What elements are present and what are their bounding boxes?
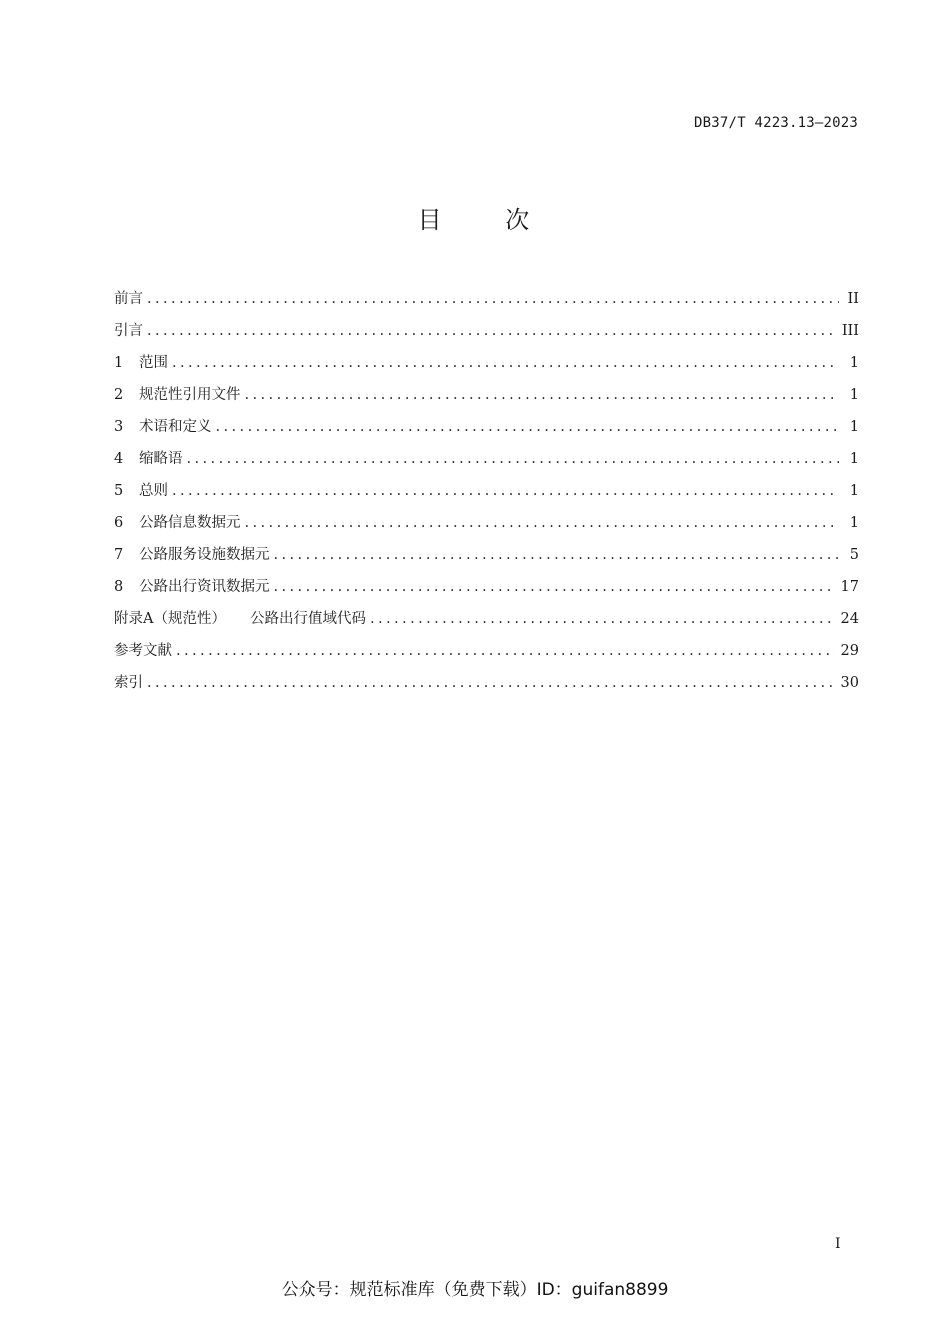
toc-entry-label: 前言	[114, 291, 143, 307]
toc-entry-appendix-a[interactable]	[114, 607, 859, 639]
toc-entry-bibliography[interactable]	[114, 639, 859, 671]
toc-entry-foreword[interactable]	[114, 287, 859, 319]
toc-entry-page: 1	[849, 419, 859, 435]
toc-title: 目 次	[417, 206, 558, 234]
toc-entry-label: 术语和定义	[139, 419, 212, 435]
toc-entry-page: III	[841, 323, 859, 339]
toc-entry-page: 30	[840, 675, 859, 691]
page-number: I	[835, 1236, 841, 1252]
toc-entry-travel-info-data-elements[interactable]	[114, 575, 859, 607]
toc-entry-normative-references[interactable]	[114, 383, 859, 415]
toc-entry-scope[interactable]	[114, 351, 859, 383]
toc-entry-number: 7	[114, 547, 124, 563]
appendix-title: 公路出行值域代码	[249, 611, 366, 627]
toc-leader-dots	[245, 511, 840, 535]
toc-entry-service-facility-data-elements[interactable]	[114, 543, 859, 575]
toc-entry-label: 缩略语	[139, 451, 183, 467]
toc-leader-dots	[216, 415, 840, 439]
toc-leader-dots	[187, 447, 840, 471]
toc-entry-label: 范围	[139, 355, 168, 371]
toc-entry-number: 5	[114, 483, 124, 499]
toc-entry-number: 3	[114, 419, 124, 435]
toc-entry-page: 24	[840, 611, 859, 627]
toc-entry-page: 1	[849, 387, 859, 403]
toc-leader-dots	[176, 639, 835, 663]
toc-entry-label: 引言	[114, 323, 143, 339]
toc-entry-label: 总则	[139, 483, 168, 499]
toc-entry-number: 6	[114, 515, 124, 531]
toc-leader-dots	[147, 671, 835, 695]
toc-entry-terms-definitions[interactable]	[114, 415, 859, 447]
toc-entry-label: 公路信息数据元	[139, 515, 241, 531]
toc-entry-page: 5	[849, 547, 859, 563]
toc-leader-dots	[274, 543, 840, 567]
toc-leader-dots	[274, 575, 835, 599]
table-of-contents	[114, 287, 859, 703]
toc-leader-dots	[147, 287, 839, 311]
toc-entry-label: 公路出行资讯数据元	[139, 579, 270, 595]
toc-entry-number: 4	[114, 451, 124, 467]
appendix-prefix: 附录A（规范性）	[114, 611, 226, 627]
toc-entry-page: 29	[840, 643, 859, 659]
toc-entry-index[interactable]	[114, 671, 859, 703]
standard-code: DB37/T 4223.13—2023	[694, 115, 858, 131]
toc-entry-abbreviations[interactable]	[114, 447, 859, 479]
toc-leader-dots	[147, 319, 836, 343]
toc-entry-page: 1	[849, 355, 859, 371]
toc-leader-dots	[172, 351, 839, 375]
toc-entry-number: 1	[114, 355, 124, 371]
toc-entry-introduction[interactable]	[114, 319, 859, 351]
toc-entry-page: 1	[849, 483, 859, 499]
toc-entry-general[interactable]	[114, 479, 859, 511]
toc-entry-label	[114, 607, 366, 631]
toc-leader-dots	[172, 479, 839, 503]
toc-leader-dots	[245, 383, 840, 407]
toc-entry-highway-info-data-elements[interactable]	[114, 511, 859, 543]
toc-entry-number: 2	[114, 387, 124, 403]
toc-entry-label: 公路服务设施数据元	[139, 547, 270, 563]
toc-entry-page: 1	[849, 515, 859, 531]
watermark-text: 公众号：规范标准库（免费下载）ID：guifan8899	[281, 1280, 669, 1300]
toc-leader-dots	[370, 607, 835, 631]
toc-entry-label: 规范性引用文件	[139, 387, 241, 403]
toc-entry-label: 索引	[114, 675, 143, 691]
toc-entry-label: 参考文献	[114, 643, 172, 659]
toc-entry-page: 17	[840, 579, 859, 595]
toc-entry-page: II	[847, 291, 859, 307]
toc-entry-page: 1	[849, 451, 859, 467]
toc-entry-number: 8	[114, 579, 124, 595]
